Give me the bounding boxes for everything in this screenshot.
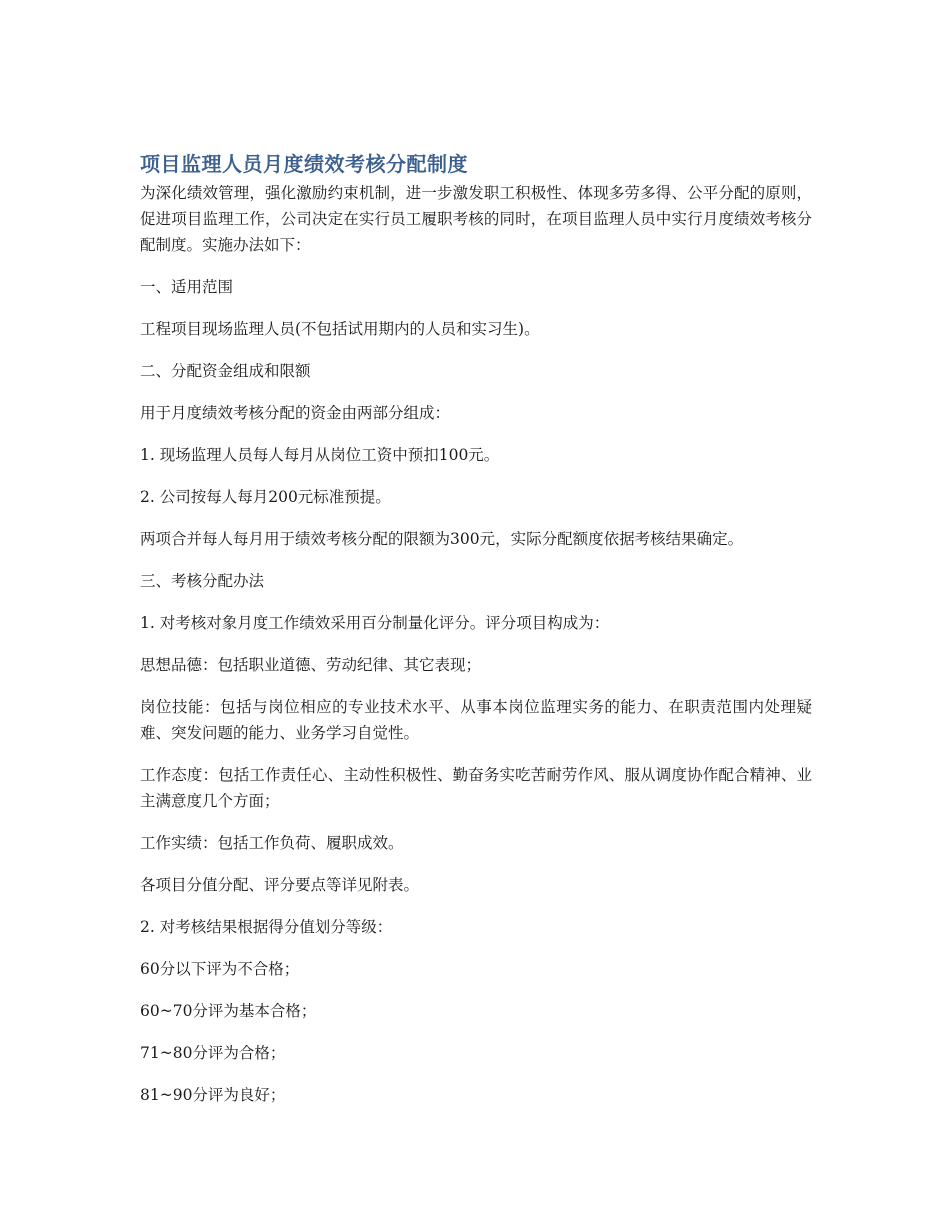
paragraph: 岗位技能：包括与岗位相应的专业技术水平、从事本岗位监理实务的能力、在职责范围内处理疑难、突发问题的能力、业务学习自觉性。: [140, 698, 812, 742]
intro-paragraph: 为深化绩效管理，强化激励约束机制，进一步激发职工积极性、体现多劳多得、公平分配的原则，促进项目监理工作，公司决定在实行员工履职考核的同时，在项目监理人员中实行月度绩效考核分配制度。实施办法如下：: [140, 184, 812, 254]
grade-item: 60~70分评为基本合格；: [140, 1002, 317, 1020]
grade-item: 71~80分评为合格；: [140, 1044, 286, 1062]
document-body: [140, 150, 812, 1124]
section-heading-scope: 一、适用范围: [140, 278, 234, 296]
paragraph: 用于月度绩效考核分配的资金由两部分组成：: [140, 404, 451, 422]
list-item: 2. 公司按每人每月200元标准预提。: [140, 488, 391, 506]
grade-item: 60分以下评为不合格；: [140, 960, 300, 978]
paragraph: 工作实绩：包括工作负荷、履职成效。: [140, 834, 404, 852]
section-heading-funds: 二、分配资金组成和限额: [140, 362, 311, 380]
list-item: 1. 对考核对象月度工作绩效采用百分制量化评分。评分项目构成为：: [140, 614, 610, 632]
grade-item: 81~90分评为良好；: [140, 1086, 286, 1104]
paragraph: 工作态度：包括工作责任心、主动性积极性、勤奋务实吃苦耐劳作风、服从调度协作配合精神、业主满意度几个方面；: [140, 766, 812, 810]
paragraph: 思想品德：包括职业道德、劳动纪律、其它表现；: [140, 656, 482, 674]
section-heading-method: 三、考核分配办法: [140, 572, 265, 590]
document-title: 项目监理人员月度绩效考核分配制度: [140, 152, 468, 176]
paragraph: 工程项目现场监理人员(不包括试用期内的人员和实习生)。: [140, 320, 540, 338]
paragraph: 两项合并每人每月用于绩效考核分配的限额为300元，实际分配额度依据考核结果确定。: [140, 530, 744, 548]
paragraph: 各项目分值分配、评分要点等详见附表。: [140, 876, 420, 894]
list-item: 1. 现场监理人员每人每月从岗位工资中预扣100元。: [140, 446, 500, 464]
list-item: 2. 对考核结果根据得分值划分等级：: [140, 918, 393, 936]
